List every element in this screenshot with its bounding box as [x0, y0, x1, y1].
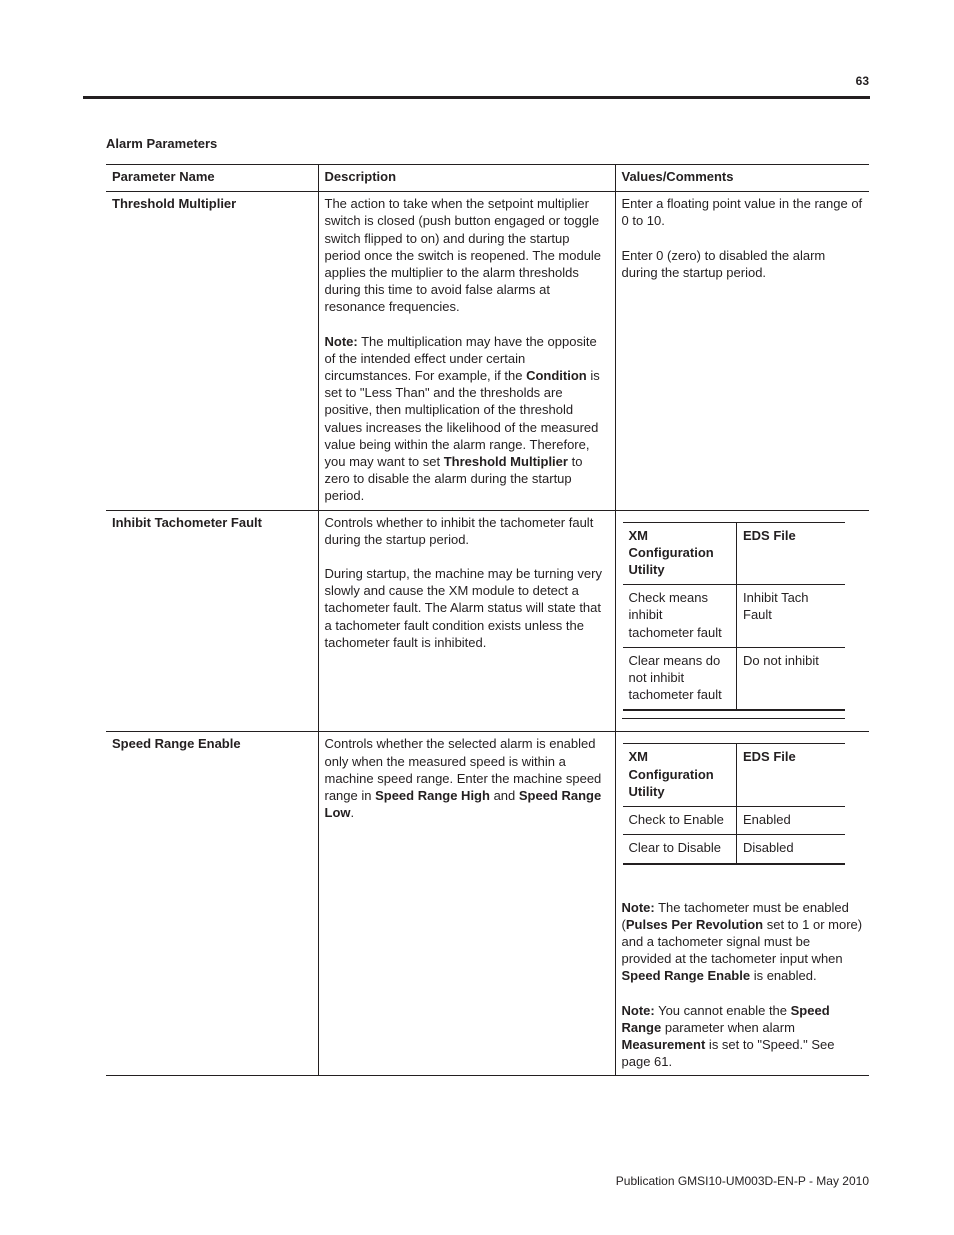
subtable-header-row — [623, 744, 845, 807]
subtable-row — [623, 647, 845, 710]
subtable-cell: Do not inhibit — [737, 647, 845, 710]
note-text: to zero to disable the alarm during the startup period. — [324, 454, 583, 504]
values-paragraph: Enter a floating point value in the range of 0 to 10. — [621, 196, 863, 229]
parameter-name-speed-range-enable: Speed Range Enable — [106, 732, 318, 1076]
alarm-parameters-table — [106, 164, 869, 1076]
description-text: . — [350, 805, 355, 821]
values-speed-range-enable — [615, 732, 869, 1076]
subtable-cell: Check means inhibit tachometer fault — [623, 585, 737, 648]
subtable-bottom-rule — [622, 718, 845, 719]
subtable-cell: Check to Enable — [623, 807, 737, 835]
speed-mapping-subtable — [623, 743, 845, 864]
tach-subtable-wrapper — [622, 522, 864, 727]
speed-notes — [622, 899, 864, 1071]
note-text: is set to "Less Than" and the thresholds are positive, then multiplication of the threshold values increases the likelihood of the measured value being within the alarm range. Therefore, you may want to set — [324, 368, 600, 470]
speed-subtable-wrapper — [622, 743, 864, 864]
description-text: Controls whether the selected alarm is enabled only when the measured speed is within a machine speed range. Enter the machine speed range in — [324, 736, 602, 804]
tach-mapping-subtable — [623, 522, 845, 712]
values-threshold-multiplier — [615, 192, 869, 510]
note-tachometer — [622, 899, 864, 985]
parameter-name-threshold-multiplier: Threshold Multiplier — [106, 192, 318, 510]
header-rule — [83, 96, 870, 99]
description-note — [325, 333, 609, 505]
description-paragraph — [325, 735, 609, 821]
table-title: Alarm Parameters — [106, 136, 218, 151]
subtable-header-xm-config: XM Configuration Utility — [628, 527, 714, 578]
subtable-header-eds-file: EDS File — [737, 744, 845, 807]
table-header-row — [106, 165, 869, 192]
table-row-threshold-multiplier — [106, 192, 869, 510]
description-keyword: Speed Range Low — [324, 788, 602, 821]
description-paragraph: The action to take when the setpoint multiplier switch is closed (push button engaged or toggle switch flipped to on) and during the startup period once the switch is reopened. The module applies the multiplier to the alarm thresholds during this time to avoid false alarms at resonance frequencies. — [324, 196, 602, 315]
description-speed-range-enable — [318, 732, 615, 1076]
note-label: Note: — [324, 333, 358, 349]
description-paragraph: Controls whether to inhibit the tachometer fault during the startup period. — [324, 514, 594, 547]
subtable-cell: Inhibit Tach Fault — [737, 585, 845, 648]
column-header-parameter-name: Parameter Name — [106, 165, 318, 192]
note-keyword: Measurement — [621, 1036, 706, 1052]
description-text: and — [489, 788, 519, 804]
note-text: The multiplication may have the opposite of the intended effect under certain circumstances. For example, if the — [324, 333, 597, 384]
note-text: is enabled. — [750, 968, 817, 984]
subtable-header-row — [623, 522, 845, 585]
page-number: 63 — [855, 74, 869, 88]
note-label: Note: — [621, 899, 655, 915]
note-speed-range — [622, 1002, 864, 1071]
column-header-values-comments: Values/Comments — [615, 165, 869, 192]
description-threshold-multiplier — [318, 192, 615, 510]
note-keyword: Condition — [526, 368, 587, 384]
publication-footer: Publication GMSI10-UM003D-EN-P - May 2010 — [615, 1174, 869, 1188]
table-row-inhibit-tachometer-fault — [106, 510, 869, 732]
parameter-name-inhibit-tachometer-fault: Inhibit Tachometer Fault — [106, 510, 318, 732]
subtable-cell: Clear means do not inhibit tachometer fault — [623, 647, 737, 710]
subtable-header-xm-config: XM Configuration Utility — [628, 749, 714, 799]
note-keyword: Speed Range — [621, 1002, 830, 1035]
note-keyword: Speed Range Enable — [621, 968, 751, 984]
description-keyword: Speed Range High — [375, 788, 490, 804]
column-header-description: Description — [318, 165, 615, 192]
note-text: The tachometer must be enabled ( — [621, 899, 849, 932]
note-text: set to 1 or more) and a tachometer signal must be provided at the tachometer input when — [621, 916, 863, 967]
values-inhibit-tachometer-fault — [615, 510, 869, 732]
description-paragraph: During startup, the machine may be turning very slowly and cause the XM module to detect a tachometer fault. The Alarm status will state that a tachometer fault condition exists unless the tachometer fault is inhibited. — [324, 566, 602, 650]
subtable-cell: Enabled — [737, 807, 845, 835]
note-text: parameter when alarm — [661, 1019, 795, 1035]
subtable-row — [623, 835, 845, 864]
note-label: Note: — [621, 1002, 655, 1018]
note-text: You cannot enable the — [654, 1002, 791, 1018]
subtable-row — [623, 807, 845, 835]
values-paragraph: Enter 0 (zero) to disabled the alarm during the startup period. — [621, 247, 826, 280]
subtable-row — [623, 585, 845, 648]
subtable-cell: Disabled — [737, 835, 845, 864]
table-row-speed-range-enable — [106, 732, 869, 1076]
note-keyword: Pulses Per Revolution — [625, 916, 764, 932]
subtable-header-eds-file: EDS File — [737, 522, 845, 585]
note-keyword: Threshold Multiplier — [443, 454, 568, 470]
description-inhibit-tachometer-fault — [318, 510, 615, 732]
note-text: is set to "Speed." See page 61. — [621, 1036, 835, 1070]
subtable-cell: Clear to Disable — [623, 835, 737, 864]
